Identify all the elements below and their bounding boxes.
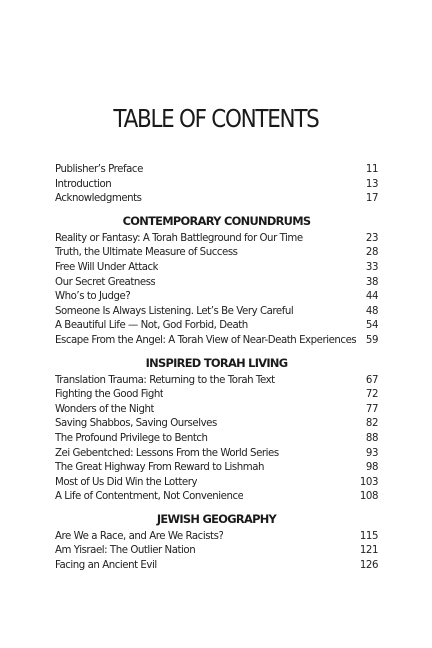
- toc-entry: [55, 261, 378, 276]
- toc-entry-title: Our Secret Greatness: [55, 276, 156, 288]
- toc-entry-page-number: 98: [365, 462, 378, 474]
- toc-entry: [55, 192, 378, 207]
- toc-entry-title: The Profound Privilege to Bentch: [55, 432, 208, 444]
- toc-entry-title: A Beautiful Life — Not, God Forbid, Death: [55, 320, 248, 332]
- toc-entry-page-number: 33: [365, 261, 378, 273]
- toc-entry-page-number: 115: [359, 530, 378, 542]
- toc-entry: [55, 374, 378, 389]
- toc-entry: [55, 178, 378, 193]
- toc-entry-page-number: 44: [365, 291, 378, 303]
- toc-entry-title: The Great Highway From Reward to Lishmah: [55, 462, 265, 474]
- toc-entry: [55, 276, 378, 291]
- toc-entry: [55, 490, 378, 505]
- toc-entry-title: Free Will Under Attack: [55, 261, 159, 273]
- toc-entry-title: Facing an Ancient Evil: [55, 560, 157, 572]
- toc-entry: [55, 447, 378, 462]
- toc-entry-page-number: 11: [365, 164, 378, 175]
- toc-entry-title: Most of Us Did Win the Lottery: [55, 476, 198, 488]
- toc-section: [55, 355, 378, 505]
- toc-entry: [55, 544, 378, 559]
- toc-entry: [55, 388, 378, 403]
- toc-entry: [55, 403, 378, 418]
- toc-entry-page-number: 13: [365, 178, 378, 190]
- toc-entry: [55, 163, 378, 178]
- page-title: TABLE OF CONTENTS: [113, 104, 319, 133]
- toc-entry-title: A Life of Contentment, Not Convenience: [55, 491, 244, 503]
- section-entry-list: [55, 232, 378, 349]
- toc-entry-page-number: 59: [365, 334, 378, 346]
- section-heading: INSPIRED TORAH LIVING: [145, 355, 288, 370]
- toc-entry-page-number: 17: [365, 193, 378, 205]
- toc-entry-page-number: 67: [365, 374, 378, 386]
- toc-entry-title: Saving Shabbos, Saving Ourselves: [55, 418, 217, 430]
- front-matter-list: [55, 163, 378, 207]
- toc-entry: [55, 319, 378, 334]
- toc-section: [55, 511, 378, 574]
- toc-entry-page-number: 77: [365, 403, 378, 415]
- toc-entry-title: Publisher’s Preface: [55, 164, 143, 175]
- toc-entry-title: Are We a Race, and Are We Racists?: [55, 530, 224, 542]
- toc-entry-page-number: 93: [365, 447, 378, 459]
- toc-entry-title: Wonders of the Night: [55, 403, 155, 415]
- toc-entry: [55, 432, 378, 447]
- toc-entry-title: Who’s to Judge?: [55, 291, 131, 303]
- toc-entry-page-number: 48: [365, 305, 378, 317]
- toc-entry: [55, 559, 378, 574]
- toc-entry-title: Acknowledgments: [55, 193, 142, 205]
- toc-entry-page-number: 72: [365, 389, 378, 401]
- toc-entry-title: Truth, the Ultimate Measure of Success: [55, 247, 238, 259]
- section-heading: JEWISH GEOGRAPHY: [156, 511, 277, 526]
- toc-entry: [55, 232, 378, 247]
- toc-entry-page-number: 121: [359, 545, 378, 557]
- toc-entry-title: Escape From the Angel: A Torah View of Near-Death Experiences: [55, 334, 357, 346]
- toc-entry-title: Fighting the Good Fight: [55, 389, 164, 401]
- toc-entry-title: Reality or Fantasy: A Torah Battleground for Our Time: [55, 232, 303, 244]
- toc-entry-page-number: 103: [359, 476, 378, 488]
- toc-entry: [55, 305, 378, 320]
- toc-entry-page-number: 23: [365, 232, 378, 244]
- toc-section: [55, 213, 378, 349]
- toc-entry-page-number: 82: [365, 418, 378, 430]
- toc-entry: [55, 290, 378, 305]
- toc-entry: [55, 461, 378, 476]
- toc-entry-title: Am Yisrael: The Outlier Nation: [55, 545, 196, 557]
- toc-entry: [55, 334, 378, 349]
- toc-entry: [55, 476, 378, 491]
- toc-entry-page-number: 126: [359, 560, 378, 572]
- toc-entry-page-number: 108: [359, 491, 378, 503]
- toc-entry-page-number: 38: [365, 276, 378, 288]
- section-entry-list: [55, 530, 378, 574]
- toc-entry-title: Introduction: [55, 178, 112, 190]
- toc-entry: [55, 417, 378, 432]
- toc-entry-title: Zei Gebentched: Lessons From the World Series: [55, 447, 279, 459]
- section-entry-list: [55, 374, 378, 505]
- toc-entry-title: Translation Trauma: Returning to the Torah Text: [55, 374, 275, 386]
- toc-entry-page-number: 28: [365, 247, 378, 259]
- toc-entry-page-number: 88: [365, 432, 378, 444]
- sections-container: [55, 213, 378, 574]
- toc-entry: [55, 530, 378, 545]
- table-of-contents: [55, 163, 378, 574]
- toc-entry-title: Someone Is Always Listening. Let’s Be Very Careful: [55, 305, 294, 317]
- toc-entry: [55, 246, 378, 261]
- section-heading: CONTEMPORARY CONUNDRUMS: [122, 213, 311, 228]
- toc-entry-page-number: 54: [365, 320, 378, 332]
